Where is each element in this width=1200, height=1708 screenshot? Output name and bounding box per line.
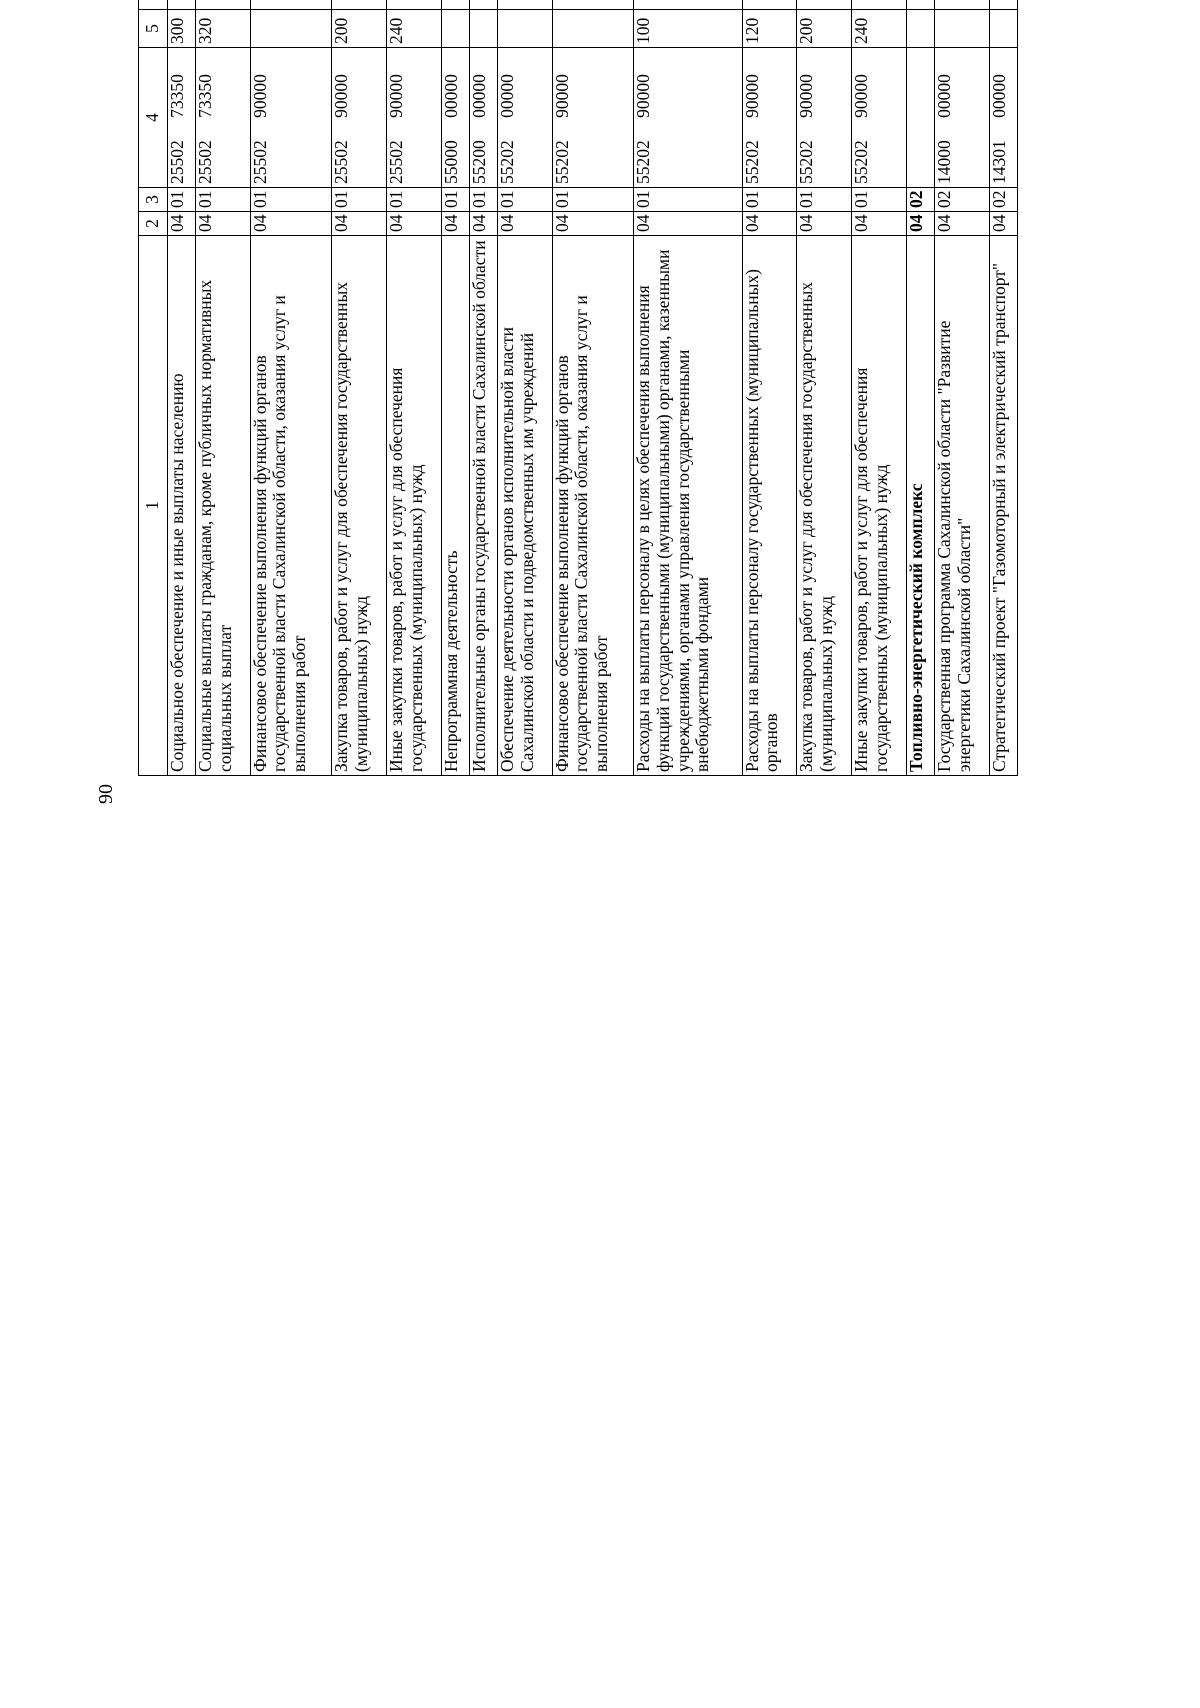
- table-row: [634, 0, 742, 776]
- amount-year1-cell: [935, 0, 990, 10]
- row-name-cell: Закупка товаров, работ и услуг для обеспечения государственных (муниципальных) нужд: [332, 236, 387, 776]
- rotated-page-content: [138, 0, 1018, 776]
- header-cell: [139, 0, 168, 10]
- target-article-cell: 25502 90000: [387, 48, 442, 188]
- row-name-cell: Закупка товаров, работ и услуг для обеспечения государственных (муниципальных) нужд: [797, 236, 852, 776]
- row-name-cell: Стратегический проект "Газомоторный и электрический транспорт": [989, 236, 1017, 776]
- section-code-cell: 04: [852, 212, 907, 236]
- target-article-cell: 55202 90000: [742, 48, 797, 188]
- expense-type-cell: [935, 10, 990, 48]
- amount-year1-cell: [470, 0, 498, 10]
- subsection-code-cell: 01: [852, 188, 907, 212]
- target-article-cell: 25502 90000: [250, 48, 332, 188]
- amount-year1-cell: [250, 0, 332, 10]
- subsection-code-cell: 01: [552, 188, 634, 212]
- target-article-cell: 55200 00000: [470, 48, 498, 188]
- header-cell: 2: [139, 212, 168, 236]
- table-row: [852, 0, 907, 776]
- header-row: [139, 0, 168, 776]
- expense-type-cell: [552, 10, 634, 48]
- row-name-cell: Топливно-энергетический комплекс: [906, 236, 934, 776]
- row-name-cell: Непрограммная деятельность: [441, 236, 469, 776]
- target-article-cell: 14000 00000: [935, 48, 990, 188]
- expense-type-cell: [250, 10, 332, 48]
- section-code-cell: 04: [470, 212, 498, 236]
- section-code-cell: 04: [552, 212, 634, 236]
- section-code-cell: 04: [196, 212, 251, 236]
- section-code-cell: 04: [742, 212, 797, 236]
- row-name-cell: Государственная программа Сахалинской области "Развитие энергетики Сахалинской области": [935, 236, 990, 776]
- table-row: [906, 0, 934, 776]
- subsection-code-cell: 01: [634, 188, 742, 212]
- amount-year1-cell: [742, 0, 797, 10]
- amount-year1-cell: [498, 0, 553, 10]
- subsection-code-cell: 01: [250, 188, 332, 212]
- expense-type-cell: 320: [196, 10, 251, 48]
- subsection-code-cell: 01: [441, 188, 469, 212]
- table-row: [552, 0, 634, 776]
- row-name-cell: Социальные выплаты гражданам, кроме публичных нормативных социальных выплат: [196, 236, 251, 776]
- expense-type-cell: 240: [852, 10, 907, 48]
- amount-year1-cell: [634, 0, 742, 10]
- table-row: [387, 0, 442, 776]
- expense-type-cell: [441, 10, 469, 48]
- target-article-cell: 55202 90000: [797, 48, 852, 188]
- table-row: [250, 0, 332, 776]
- target-article-cell: 55202 90000: [634, 48, 742, 188]
- amount-year1-cell: [196, 0, 251, 10]
- page-number: 90: [95, 784, 117, 804]
- section-code-cell: 04: [332, 212, 387, 236]
- expense-type-cell: [989, 10, 1017, 48]
- amount-year1-cell: [168, 0, 196, 10]
- section-code-cell: 04: [989, 212, 1017, 236]
- row-name-cell: Расходы на выплаты персоналу в целях обеспечения выполнения функций государственными (муниципальными) органами, казенными учреждениями, органами управления государственными внебюджетными фондами: [634, 236, 742, 776]
- subsection-code-cell: 02: [906, 188, 934, 212]
- expense-type-cell: [498, 10, 553, 48]
- section-code-cell: 04: [441, 212, 469, 236]
- header-cell: 4: [139, 48, 168, 188]
- table-row: [441, 0, 469, 776]
- target-article-cell: 55202 90000: [852, 48, 907, 188]
- subsection-code-cell: 02: [989, 188, 1017, 212]
- expense-type-cell: 240: [387, 10, 442, 48]
- expense-type-cell: 300: [168, 10, 196, 48]
- row-name-cell: Финансовое обеспечение выполнения функций органов государственной власти Сахалинской области, оказания услуг и выполнения работ: [552, 236, 634, 776]
- subsection-code-cell: 01: [470, 188, 498, 212]
- row-name-cell: Исполнительные органы государственной власти Сахалинской области: [470, 236, 498, 776]
- target-article-cell: 25502 73350: [196, 48, 251, 188]
- amount-year1-cell: [989, 0, 1017, 10]
- row-name-cell: Иные закупки товаров, работ и услуг для обеспечения государственных (муниципальных) нужд: [852, 236, 907, 776]
- expense-type-cell: [906, 10, 934, 48]
- amount-year1-cell: [387, 0, 442, 10]
- subsection-code-cell: 01: [387, 188, 442, 212]
- subsection-code-cell: 01: [797, 188, 852, 212]
- row-name-cell: Иные закупки товаров, работ и услуг для обеспечения государственных (муниципальных) нужд: [387, 236, 442, 776]
- table-row: [168, 0, 196, 776]
- amount-year1-cell: [797, 0, 852, 10]
- target-article-cell: 25502 73350: [168, 48, 196, 188]
- expense-type-cell: 200: [797, 10, 852, 48]
- subsection-code-cell: 01: [168, 188, 196, 212]
- target-article-cell: 25502 90000: [332, 48, 387, 188]
- target-article-cell: 55000 00000: [441, 48, 469, 188]
- section-code-cell: 04: [797, 212, 852, 236]
- target-article-cell: 55202 90000: [552, 48, 634, 188]
- section-code-cell: 04: [387, 212, 442, 236]
- row-name-cell: Обеспечение деятельности органов исполнительной власти Сахалинской области и подведомственных им учреждений: [498, 236, 553, 776]
- row-name-cell: Расходы на выплаты персоналу государственных (муниципальных) органов: [742, 236, 797, 776]
- table-row: [742, 0, 797, 776]
- table-row: [498, 0, 553, 776]
- expense-type-cell: [470, 10, 498, 48]
- subsection-code-cell: 02: [935, 188, 990, 212]
- header-cell: 1: [139, 236, 168, 776]
- table-row: [797, 0, 852, 776]
- section-code-cell: 04: [168, 212, 196, 236]
- subsection-code-cell: 01: [498, 188, 553, 212]
- target-article-cell: 55202 00000: [498, 48, 553, 188]
- header-cell: 3: [139, 188, 168, 212]
- amount-year1-cell: [852, 0, 907, 10]
- subsection-code-cell: 01: [332, 188, 387, 212]
- amount-year1-cell: [906, 0, 934, 10]
- table-row: [935, 0, 990, 776]
- header-cell: 5: [139, 10, 168, 48]
- expense-type-cell: 120: [742, 10, 797, 48]
- table-body: [168, 0, 1018, 776]
- section-code-cell: 04: [935, 212, 990, 236]
- amount-year1-cell: [441, 0, 469, 10]
- table-row: [470, 0, 498, 776]
- budget-table: [138, 0, 1018, 776]
- subsection-code-cell: 01: [196, 188, 251, 212]
- section-code-cell: 04: [906, 212, 934, 236]
- row-name-cell: Социальное обеспечение и иные выплаты населению: [168, 236, 196, 776]
- row-name-cell: Финансовое обеспечение выполнения функций органов государственной власти Сахалинской области, оказания услуг и выполнения работ: [250, 236, 332, 776]
- section-code-cell: 04: [250, 212, 332, 236]
- target-article-cell: 14301 00000: [989, 48, 1017, 188]
- table-row: [332, 0, 387, 776]
- amount-year1-cell: [332, 0, 387, 10]
- section-code-cell: 04: [634, 212, 742, 236]
- target-article-cell: [906, 48, 934, 188]
- amount-year1-cell: [552, 0, 634, 10]
- section-code-cell: 04: [498, 212, 553, 236]
- expense-type-cell: 100: [634, 10, 742, 48]
- table-row: [196, 0, 251, 776]
- expense-type-cell: 200: [332, 10, 387, 48]
- subsection-code-cell: 01: [742, 188, 797, 212]
- table-row: [989, 0, 1017, 776]
